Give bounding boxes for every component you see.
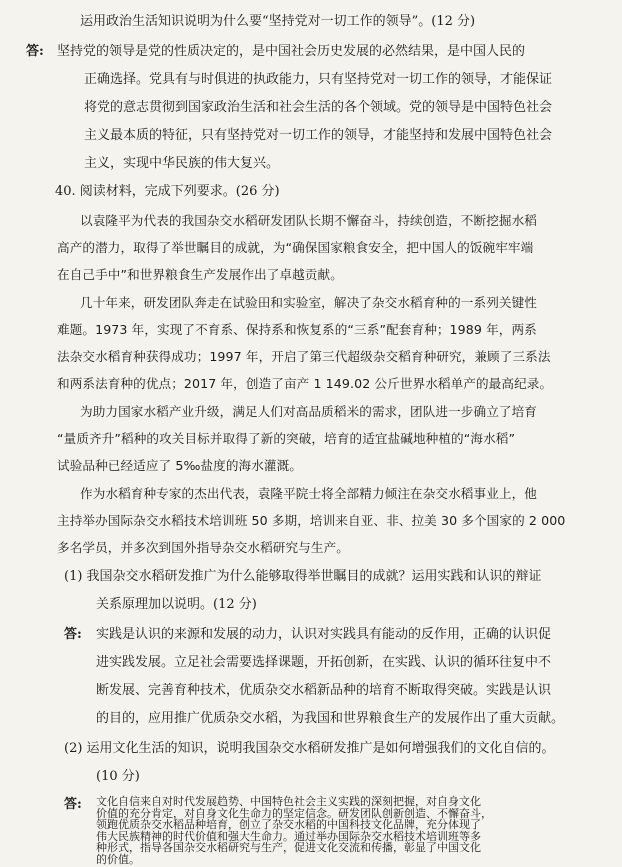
q40-ans1-label: 答: xyxy=(64,627,82,642)
q40-material-line: 多名学员，并多次到国外指导杂交水稻研究与生产。 xyxy=(57,540,349,555)
q39-answer-line: 主义最本质的特征，只有坚持党对一切工作的领导，才能坚持和发展中国特色社会 xyxy=(84,128,553,143)
q39-answer-line: 坚持党的领导是党的性质决定的，是中国社会历史发展的必然结果，是中国人民的 xyxy=(57,44,526,59)
q40-material-line: 在自己手中”和世界粮食生产发展作出了卓越贡献。 xyxy=(57,267,343,282)
q40-material-line: 高产的潜力，取得了举世瞩目的成就，为“确保国家粮食安全，把中国人的饭碗牢牢端 xyxy=(57,240,534,255)
q40-material-line: 难题。1973 年，实现了不育系、保持系和恢复系的“三系”配套育种；1989 年，两系 xyxy=(57,322,537,337)
q40-ans2-line: 领跑优质杂交水稻品种培育，创立了杂交水稻的中国科技文化品牌，充分体现了 xyxy=(96,818,481,832)
q40-ans2-line: 的价值。 xyxy=(96,853,140,866)
q40-ans1-line: 进实践发展。立足社会需要选择课题，开拓创新，在实践、认识的循环往复中不 xyxy=(96,655,552,670)
q40-material-line: 和两系法育种的优点；2017 年，创造了亩产 1 149.02 公斤世界水稻单产的最高纪录。 xyxy=(57,376,553,391)
q40-ans2-line: 价值的充分肯定，对自身文化生命力的坚定信念。研发团队创新创造、不懈奋斗， xyxy=(96,806,492,820)
q39-answer-line: 正确选择。党具有与时俱进的执政能力，只有坚持党对一切工作的领导，才能保证 xyxy=(84,72,553,87)
q40-sub2-question: (10 分) xyxy=(96,769,140,784)
q39-answer-line: 主义，实现中华民族的伟大复兴。 xyxy=(84,156,280,171)
q40-material-line: 为助力国家水稻产业升级，满足人们对高品质稻米的需求，团队进一步确立了培育 xyxy=(80,404,537,419)
q40-material-line: 以袁隆平为代表的我国杂交水稻研发团队长期不懈奋斗，持续创造，不断挖掘水稻 xyxy=(80,213,537,228)
q40-material-line: 主持举办国际杂交水稻技术培训班 50 多期，培训来自亚、非、拉美 30 多个国家的 2 000 xyxy=(57,513,566,528)
q40-material-line: 几十年来，研发团队奔走在试验田和实验室，解决了杂交水稻育种的一系列关键性 xyxy=(80,295,537,310)
q40-ans2-label: 答: xyxy=(64,797,82,812)
q40-sub2-question: (2) 运用文化生活的知识，说明我国杂交水稻研发推广是如何增强我们的文化自信的。 xyxy=(64,741,555,756)
q40-heading: 40. 阅读材料，完成下列要求。(26 分) xyxy=(55,184,280,199)
q40-ans2-line: 种形式，指导各国杂交水稻研究与生产，促进文化交流和传播，彰显了中国文化 xyxy=(96,841,481,855)
q40-ans1-line: 断发展、完善育种技术，优质杂交水稻新品种的培育不断取得突破。实践是认识 xyxy=(96,683,552,698)
q40-material-line: 法杂交水稻育种获得成功；1997 年，开启了第三代超级杂交稻育种研究，兼顾了三系法 xyxy=(57,349,551,364)
q39-answer-label: 答: xyxy=(26,44,44,59)
q40-ans2-line: 伟大民族精神的时代价值和强大生命力。通过举办国际杂交水稻技术培训班等多 xyxy=(96,829,481,843)
q40-sub1-question: 关系原理加以说明。(12 分) xyxy=(96,597,257,612)
q40-ans2-line: 文化自信来自对时代发展趋势、中国特色社会主义实践的深刻把握，对自身文化 xyxy=(96,795,481,808)
q40-ans1-line: 的目的，应用推广优质杂交水稻，为我国和世界粮食生产的发展作出了重大贡献。 xyxy=(96,711,565,726)
q40-ans1-line: 实践是认识的来源和发展的动力，认识对实践具有能动的反作用，正确的认识促 xyxy=(96,627,552,642)
q39-question: 运用政治生活知识说明为什么要“坚持党对一切工作的领导”。(12 分) xyxy=(80,14,476,29)
q40-material-line: “量质齐升”稻种的攻关目标并取得了新的突破，培育的适宜盐碱地种植的“海水稻” xyxy=(57,431,516,446)
q40-material-line: 作为水稻育种专家的杰出代表，袁隆平院士将全部精力倾注在杂交水稻事业上，他 xyxy=(80,486,537,501)
q40-sub1-question: (1) 我国杂交水稻研发推广为什么能够取得举世瞩目的成就？运用实践和认识的辩证 xyxy=(64,569,542,584)
q40-material-line: 试验品种已经适应了 5‰盐度的海水灌溉。 xyxy=(57,458,303,473)
q39-answer-line: 将党的意志贯彻到国家政治生活和社会生活的各个领域。党的领导是中国特色社会 xyxy=(84,100,553,115)
